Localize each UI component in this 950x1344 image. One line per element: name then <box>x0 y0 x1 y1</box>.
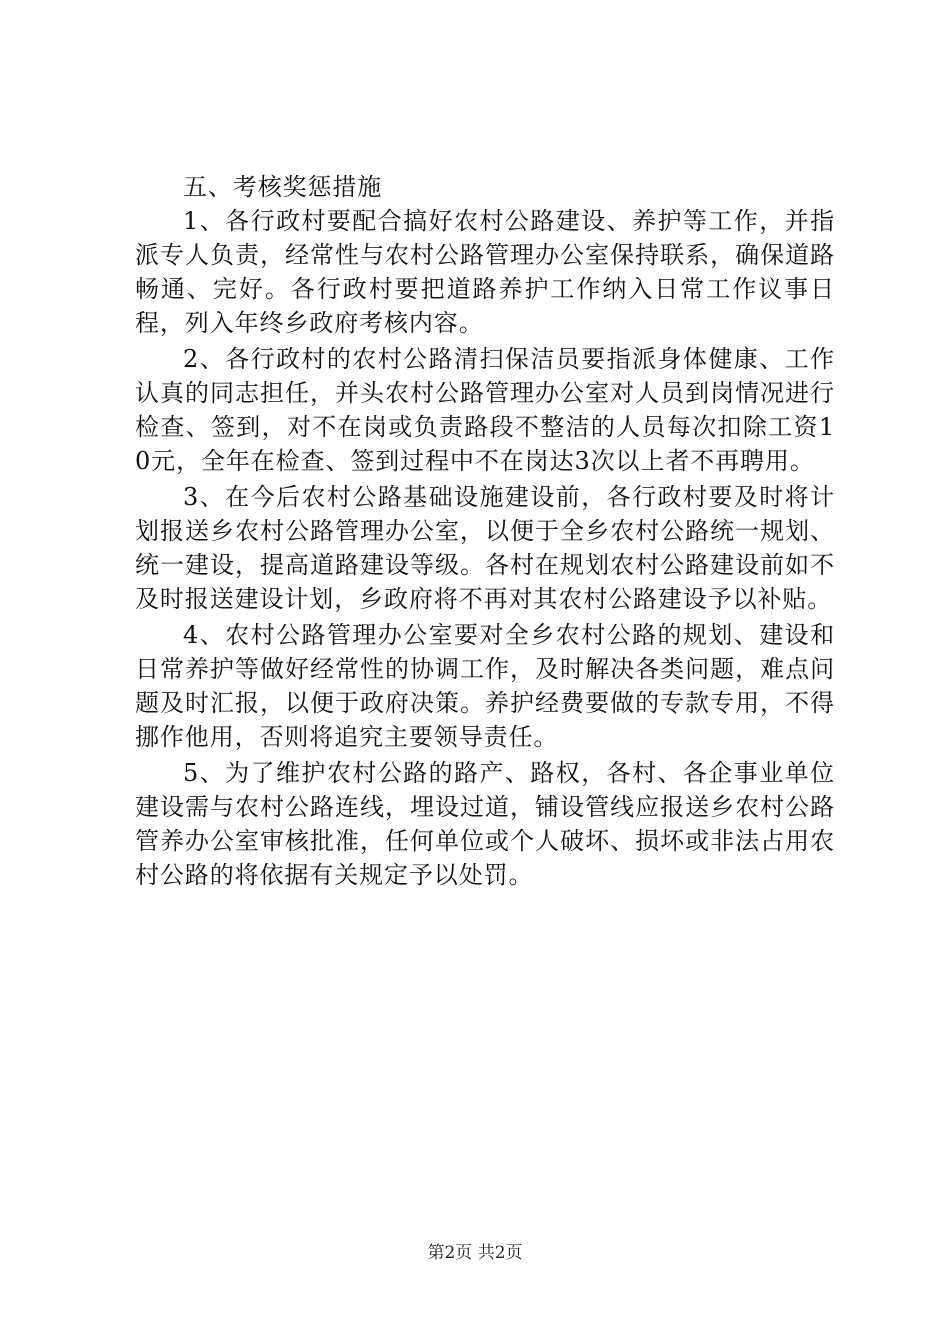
section-heading: 五、考核奖惩措施 <box>183 173 383 201</box>
page-footer: 第2页 共2页 <box>427 1243 523 1263</box>
paragraph-4: 4、农村公路管理办公室要对全乡农村公路的规划、建设和日常养护等做好经常性的协调工作，及时解决各类问题，难点问题及时汇报，以便于政府决策。养护经费要做的专款专用，不得挪作他用，否则将追究主要领导责任。 <box>135 621 835 751</box>
paragraph-3: 3、在今后农村公路基础设施建设前，各行政村要及时将计划报送乡农村公路管理办公室，以便于全乡农村公路统一规划、统一建设，提高道路建设等级。各村在规划农村公路建设前如不及时报送建设计划，乡政府将不再对其农村公路建设予以补贴。 <box>135 483 835 613</box>
paragraph-5: 5、为了维护农村公路的路产、路权，各村、各企事业单位建设需与农村公路连线，埋设过道，铺设管线应报送乡农村公路管养办公室审核批准，任何单位或个人破坏、损坏或非法占用农村公路的将依据有关规定予以处罚。 <box>135 759 835 889</box>
document-body <box>135 170 835 892</box>
paragraph-1: 1、各行政村要配合搞好农村公路建设、养护等工作，并指派专人负责，经常性与农村公路管理办公室保持联系，确保道路畅通、完好。各行政村要把道路养护工作纳入日常工作议事日程，列入年终乡政府考核内容。 <box>135 207 835 337</box>
paragraph-2: 2、各行政村的农村公路清扫保洁员要指派身体健康、工作认真的同志担任，并头农村公路管理办公室对人员到岗情况进行检查、签到，对不在岗或负责路段不整洁的人员每次扣除工资10元，全年在检查、签到过程中不在岗达3次以上者不再聘用。 <box>135 345 835 475</box>
